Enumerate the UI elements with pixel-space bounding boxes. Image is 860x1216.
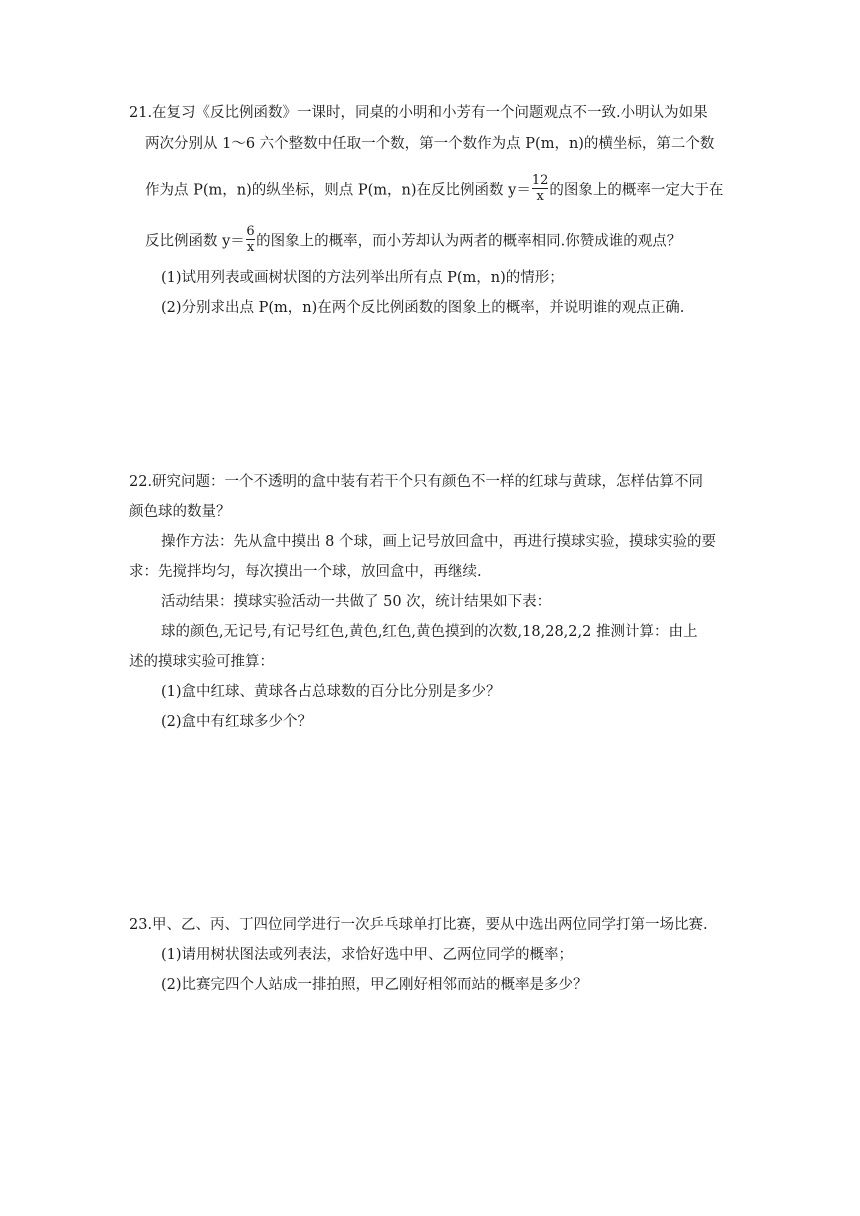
q23-stem-line-1: 23.甲、乙、丙、丁四位同学进行一次乒乓球单打比赛，要从中选出两位同学打第一场比赛. [129, 917, 708, 933]
q21-line-4-text-b: 的图象上的概率，而小芳却认为两者的概率相同.你赞成谁的观点？ [256, 233, 682, 250]
q21-stem-line-4 [145, 226, 681, 257]
fraction-numerator: 12 [531, 173, 549, 188]
q21-stem-line-2: 两次分别从 1～6 六个整数中任取一个数，第一个数作为点 P(m，n)的横坐标，第二个数 [145, 136, 715, 152]
q22-subquestion-2: (2)盒中有红球多少个？ [161, 714, 313, 730]
q22-stem-line-2: 颜色球的数量？ [129, 504, 231, 520]
q23-subquestion-2: (2)比赛完四个人站成一排拍照，甲乙刚好相邻而站的概率是多少？ [161, 977, 588, 993]
q22-inference-line: 述的摸球实验可推算： [129, 654, 274, 670]
q21-line-4-text-a: 反比例函数 y＝ [145, 233, 245, 250]
q21-stem-line-1: 21.在复习《反比例函数》一课时，同桌的小明和小芳有一个问题观点不一致.小明认为如果 [129, 105, 708, 121]
fraction-12-over-x [532, 173, 549, 204]
q22-subquestion-1: (1)盒中红球、黄球各占总球数的百分比分别是多少？ [161, 684, 501, 700]
fraction-numerator: 6 [246, 224, 255, 239]
q22-method-line-1: 操作方法：先从盒中摸出 8 个球，画上记号放回盒中，再进行摸球实验，摸球实验的要 [161, 534, 716, 550]
fraction-denominator: x [532, 188, 549, 204]
q22-method-line-2: 求：先搅拌均匀，每次摸出一个球，放回盒中，再继续. [129, 564, 482, 580]
q21-subquestion-1: (1)试用列表或画树状图的方法列举出所有点 P(m，n)的情形； [161, 270, 564, 286]
q21-stem-line-3 [145, 175, 723, 206]
fraction-denominator: x [246, 240, 255, 255]
q22-table-line: 球的颜色,无记号,有记号红色,黄色,红色,黄色摸到的次数,18,28,2,2 推测计算：由上 [161, 624, 698, 640]
q22-result-line: 活动结果：摸球实验活动一共做了 50 次，统计结果如下表： [161, 594, 552, 610]
q21-subquestion-2: (2)分别求出点 P(m，n)在两个反比例函数的图象上的概率，并说明谁的观点正确. [161, 300, 685, 316]
q21-line-3-text-b: 的图象上的概率一定大于在 [549, 182, 724, 199]
fraction-6-over-x [246, 224, 255, 255]
q22-stem-line-1: 22.研究问题：一个不透明的盒中装有若干个只有颜色不一样的红球与黄球，怎样估算不同 [129, 474, 704, 490]
q23-subquestion-1: (1)请用树状图法或列表法，求恰好选中甲、乙两位同学的概率； [161, 947, 574, 963]
q21-line-3-text-a: 作为点 P(m，n)的纵坐标，则点 P(m，n)在反比例函数 y＝ [145, 182, 531, 199]
